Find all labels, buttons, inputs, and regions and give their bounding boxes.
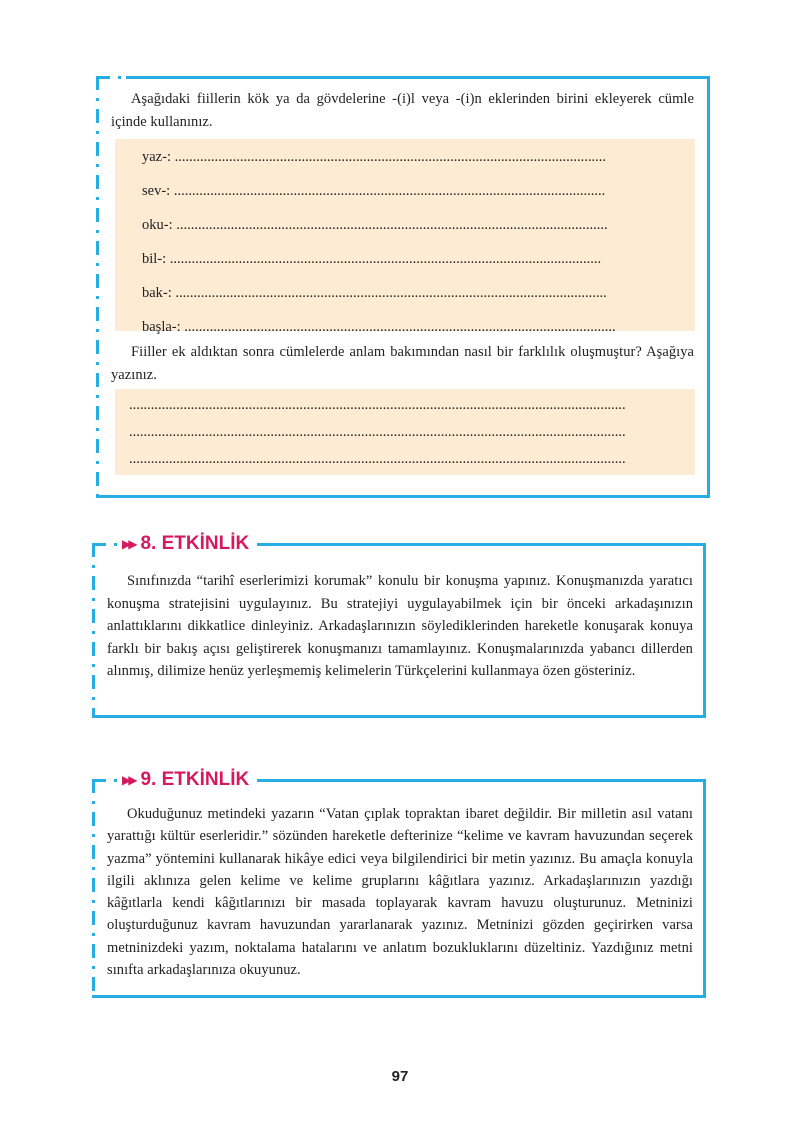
double-arrow-icon: ▶▶ bbox=[122, 537, 135, 551]
answer-line[interactable]: ......................................................................................................................................... bbox=[129, 397, 626, 413]
verb-line[interactable]: başla-: ....................................................................................................................... bbox=[142, 319, 616, 335]
verb-line[interactable]: bil-: ....................................................................................................................... bbox=[142, 251, 602, 267]
activity-9-text: Okuduğunuz metindeki yazarın “Vatan çıplak topraktan ibaret değildir. Bir milletin asıl vatanı yarattığı kültür eserleridir.” sözünden hareketle defterinize “kelime ve kavram havuzundan seçerek yazma” yöntemini kullanarak hikâye edici veya bilgilendirici bir metin yazınız. Bu amaçla konuyla ilgili aklınıza gelen kelime ve kelime gruplarını kâğıtlara yazınız. Arkadaşlarınızın yazdığı kâğıtlarla kendi kâğıtlarınızı bir masada toplayarak kavram havuzu oluşturunuz. Metninizi oluşturduğunuz kavram havuzundan yararlanarak yazınız. Metninizi gözden geçirirken varsa metninizdeki yazım, noktalama hatalarını ve anlatım bozukluklarını düzeltiniz. Yazdığınız metni sınıfta arkadaşlarınıza okuyunuz. bbox=[107, 806, 693, 979]
verb-line[interactable]: oku-: ....................................................................................................................... bbox=[142, 217, 608, 233]
verb-fill-area bbox=[115, 139, 695, 335]
activity-9-title: ▶▶ 9. ETKİNLİK bbox=[118, 768, 257, 792]
verb-line[interactable]: bak-: ....................................................................................................................... bbox=[142, 285, 607, 301]
page-number: 97 bbox=[391, 1068, 409, 1085]
answer-fill-area bbox=[115, 389, 695, 475]
activity-8-text: Sınıfınızda “tarihî eserlerimizi korumak” konulu bir konuşma yapınız. Konuşmanızda yaratıcı konuşma stratejisini uygulayınız. Bu stratejiyi uygulayabilmek için bir önceki arkadaşınızın anlattıklarını dikkatlice dinleyiniz. Arkadaşlarınızın söylediklerinden hareketle konuşarak konuya farklı bir bakış açısı geliştirerek konuşmanızı tamamlayınız. Konuşmalarınızda yabancı dillerden alınmış, dilimize henüz yerleşmemiş kelimelerin Türkçelerini kullanmaya özen gösteriniz. bbox=[107, 573, 693, 679]
exercise-instruction: Aşağıdaki fiillerin kök ya da gövdelerine -(i)l veya -(i)n eklerinden birini ekleyerek cümle içinde kullanınız. bbox=[111, 91, 694, 130]
activity-8-title: ▶▶ 8. ETKİNLİK bbox=[118, 532, 257, 556]
double-arrow-icon: ▶▶ bbox=[122, 773, 135, 787]
exercise-box bbox=[96, 76, 710, 498]
activity-9-box bbox=[92, 769, 706, 998]
verb-line[interactable]: sev-: ....................................................................................................................... bbox=[142, 183, 606, 199]
exercise-question: Fiiller ek aldıktan sonra cümlelerde anlam bakımından nasıl bir farklılık oluşmuştur? Aşağıya yazınız. bbox=[111, 344, 694, 383]
activity-8-box bbox=[92, 533, 706, 718]
answer-line[interactable]: ......................................................................................................................................... bbox=[129, 451, 626, 467]
verb-line[interactable]: yaz-: ....................................................................................................................... bbox=[142, 149, 606, 165]
answer-line[interactable]: ......................................................................................................................................... bbox=[129, 424, 626, 440]
